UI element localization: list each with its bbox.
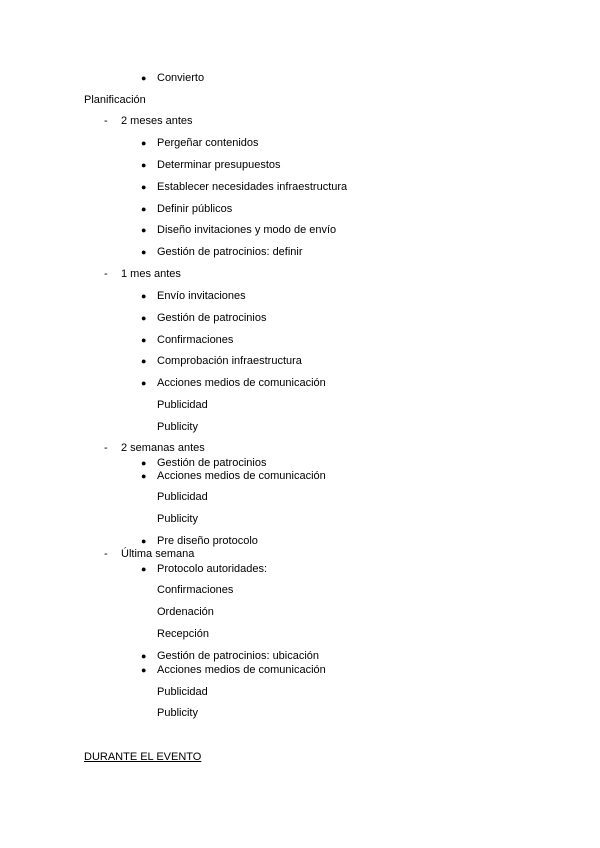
sub-item: Publicity <box>157 707 198 719</box>
bullet-icon: ● <box>141 471 147 481</box>
list-item: Pre diseño protocolo <box>157 535 258 547</box>
list-item: Diseño invitaciones y modo de envío <box>157 224 337 236</box>
list-item: Determinar presupuestos <box>157 159 281 171</box>
bullet-icon: ● <box>141 225 147 235</box>
list-item: Protocolo autoridades: <box>157 563 268 575</box>
sub-item: Publicity <box>157 421 198 433</box>
bullet-icon: ● <box>141 204 147 214</box>
bullet-icon: ● <box>141 665 147 675</box>
sub-item: Ordenación <box>157 606 214 618</box>
bullet-icon: ● <box>141 247 147 257</box>
bullet-icon: ● <box>141 138 147 148</box>
section-heading: Planificación <box>84 94 146 106</box>
sub-item: Publicidad <box>157 686 208 698</box>
list-item: Convierto <box>157 72 205 84</box>
bullet-icon: ● <box>141 313 147 323</box>
sub-item: Confirmaciones <box>157 584 234 596</box>
subheading: 2 semanas antes <box>121 442 205 454</box>
list-item: Gestión de patrocinios <box>157 312 267 324</box>
sub-item: Publicity <box>157 513 198 525</box>
list-item: Acciones medios de comunicación <box>157 377 326 389</box>
list-item: Acciones medios de comunicación <box>157 664 326 676</box>
bullet-icon: ● <box>141 536 147 546</box>
list-item: Comprobación infraestructura <box>157 355 302 367</box>
bullet-icon: ● <box>141 564 147 574</box>
list-item: Confirmaciones <box>157 334 234 346</box>
bullet-icon: ● <box>141 160 147 170</box>
list-item: Definir públicos <box>157 203 233 215</box>
bullet-icon: ● <box>141 335 147 345</box>
bullet-icon: ● <box>141 651 147 661</box>
sub-item: Publicidad <box>157 399 208 411</box>
bullet-icon: ● <box>141 458 147 468</box>
sub-item: Publicidad <box>157 491 208 503</box>
subheading: 2 meses antes <box>121 115 193 127</box>
subheading: Última semana <box>121 548 195 560</box>
list-item: Establecer necesidades infraestructura <box>157 181 348 193</box>
sub-item: Recepción <box>157 628 209 640</box>
list-item: Pergeñar contenidos <box>157 137 259 149</box>
list-item: Acciones medios de comunicación <box>157 470 326 482</box>
list-item: Gestión de patrocinios: ubicación <box>157 650 320 662</box>
dash-marker: - <box>104 442 108 454</box>
bullet-icon: ● <box>141 73 147 83</box>
list-item: Gestión de patrocinios <box>157 457 267 469</box>
bullet-icon: ● <box>141 378 147 388</box>
list-item: Gestión de patrocinios: definir <box>157 246 303 258</box>
bullet-icon: ● <box>141 291 147 301</box>
dash-marker: - <box>104 268 108 280</box>
dash-marker: - <box>104 548 108 560</box>
list-item: Envío invitaciones <box>157 290 246 302</box>
bullet-icon: ● <box>141 182 147 192</box>
dash-marker: - <box>104 115 108 127</box>
bullet-icon: ● <box>141 356 147 366</box>
subheading: 1 mes antes <box>121 268 181 280</box>
section-heading-durante: DURANTE EL EVENTO <box>84 751 202 763</box>
